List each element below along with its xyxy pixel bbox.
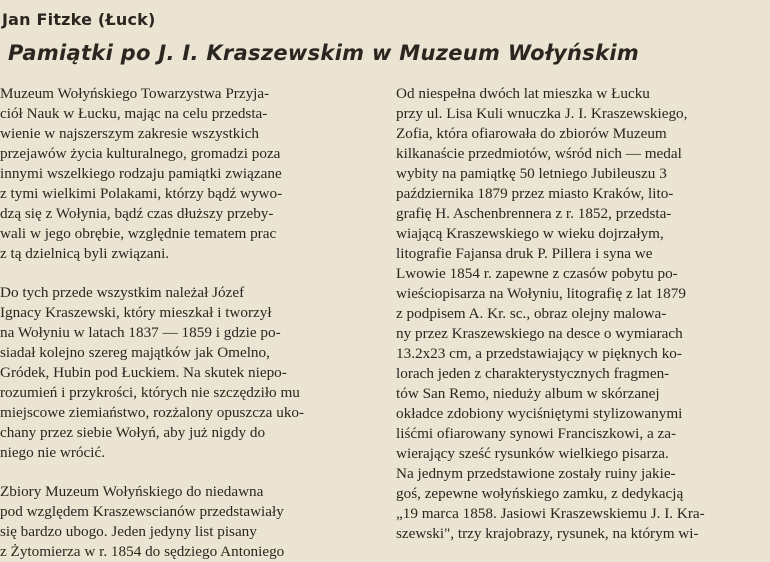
article-title: Pamiątki po J. I. Kraszewskim w Muzeum Wołyńskim <box>8 41 640 65</box>
text-line: Od niespełna dwóch lat mieszka w Łucku <box>396 85 650 102</box>
right-text-column <box>396 84 770 544</box>
text-line: Lwowie 1854 r. zapewne z czasów pobytu po- <box>396 265 678 282</box>
text-line: grafię H. Aschenbrennera z r. 1852, przedsta- <box>396 205 672 222</box>
text-line: kilkanaście przedmiotów, wśród nich — medal <box>396 145 682 162</box>
text-line: lorach jeden z charakterystycznych fragmen- <box>396 365 670 382</box>
text-line: się bardzo ubogo. Jeden jedyny list pisany <box>0 523 257 540</box>
text-line: Muzeum Wołyńskiego Towarzystwa Przyja- <box>0 85 270 102</box>
text-line: z Żytomierza w r. 1854 do sędziego Antoniego <box>0 543 285 560</box>
text-line: Gródek, Hubin pod Łuckiem. Na skutek niepo- <box>0 364 287 381</box>
text-line: chany przez siebie Wołyń, aby już nigdy do <box>0 424 266 441</box>
text-line: Na jednym przedstawione zostały ruiny jakie- <box>396 465 676 482</box>
left-text-column <box>0 84 370 562</box>
text-line: Ignacy Kraszewski, który mieszkał i tworzył <box>0 304 272 321</box>
text-line: wybity na pamiątkę 50 letniego Jubileuszu 3 <box>396 165 667 182</box>
text-line: przy ul. Lisa Kuli wnuczka J. I. Kraszewskiego, <box>396 105 688 122</box>
text-line: 13.2x23 cm, a przedstawiający w pięknych ko- <box>396 345 682 362</box>
paragraph-gap <box>0 463 370 482</box>
text-line: wali w jego obrębie, względnie tematem prac <box>0 225 277 242</box>
text-line: wienie w najszerszym zakresie wszystkich <box>0 125 259 142</box>
text-line: wierający sześć rysunków wielkiego pisarza. <box>396 445 669 462</box>
text-line: miejscowe ziemiaństwo, rozżalony opuszcza uko- <box>0 404 305 421</box>
text-line: rozumień i przykrości, których nie szczędziło mu <box>0 384 300 401</box>
text-line: ny przez Kraszewskiego na desce o wymiarach <box>396 325 683 342</box>
text-line: innymi wszelkiego rodzaju pamiątki związane <box>0 165 282 182</box>
text-line: tów San Remo, nieduży album w skórzanej <box>396 385 660 402</box>
author-byline: Jan Fitzke (Łuck) <box>2 10 156 29</box>
text-line: z tymi wielkimi Polakami, którzy bądź wywo- <box>0 185 283 202</box>
text-line: litografie Fajansa druk P. Pillera i syna we <box>396 245 653 262</box>
text-line: wiającą Kraszewskiego w wieku dojrzałym, <box>396 225 664 242</box>
text-line: siadał kolejno szereg majątków jak Omelno, <box>0 344 270 361</box>
text-line: dzą się z Wołynia, bądź czas dłuższy przeby- <box>0 205 274 222</box>
text-line: października 1879 przez miasto Kraków, lito- <box>396 185 674 202</box>
text-line: niego nie wrócić. <box>0 444 106 461</box>
text-line: na Wołyniu w latach 1837 — 1859 i gdzie po- <box>0 324 281 341</box>
text-line: liśćmi ofiarowany synowi Franciszkowi, a za- <box>396 425 677 442</box>
text-line: Zofia, która ofiarowała do zbiorów Muzeum <box>396 125 667 142</box>
paragraph-gap <box>0 264 370 283</box>
text-line: wieściopisarza na Wołyniu, litografię z lat 1879 <box>396 285 686 302</box>
text-line: przejawów życia kulturalnego, gromadzi poza <box>0 145 281 162</box>
text-line: Do tych przede wszystkim należał Józef <box>0 284 245 301</box>
text-line: pod względem Kraszewscianów przedstawiały <box>0 503 284 520</box>
text-line: szewski", trzy krajobrazy, rysunek, na którym wi- <box>396 525 699 542</box>
text-line: okładce zdobiony wyciśniętymi stylizowanymi <box>396 405 683 422</box>
text-line: Zbiory Muzeum Wołyńskiego do niedawna <box>0 483 264 500</box>
text-line: „19 marca 1858. Jasiowi Kraszewskiemu J. I. Kra- <box>396 505 705 522</box>
text-line: ciół Nauk w Łucku, mając na celu przedsta- <box>0 105 268 122</box>
text-line: z podpisem A. Kr. sc., obraz olejny malowa- <box>396 305 667 322</box>
text-line: goś, zepewne wołyńskiego zamku, z dedykacją <box>396 485 684 502</box>
text-line: z tą dzielnicą byli związani. <box>0 245 170 262</box>
